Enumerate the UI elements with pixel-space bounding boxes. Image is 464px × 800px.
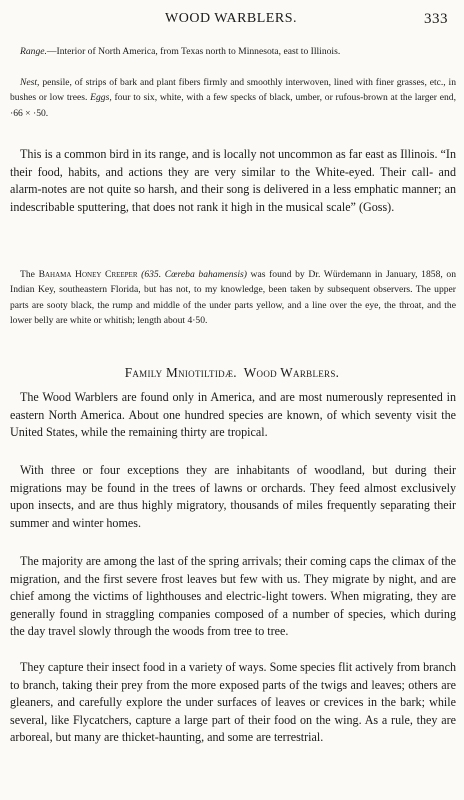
nest-paragraph <box>10 75 456 121</box>
range-text: —Interior of North America, from Texas north to Minnesota, east to Illinois. <box>46 46 341 57</box>
page-number: 333 <box>424 11 448 27</box>
warbler-paragraph-1 <box>10 389 456 442</box>
nest-text-b: four to six, white, with a few specks of black, umber, or rufous-brown at the larger end, ·66 × ·50. <box>10 92 456 119</box>
warbler-paragraph-3 <box>10 553 456 641</box>
honey-creeper-scientific: (635. Cœreba bahamensis) <box>137 269 247 280</box>
warbler-text-4: They capture their insect food in a variety of ways. Some species flit actively from branch to branch, taking their prey from the more exposed parts of the twigs and leaves; others are gleaners, and carefully explore the under surfaces of leaves or crevices in the bark; while several, like Flycatchers, capture a large part of their food on the wing. As a rule, they are arboreal, but many are thicket-haunting, and some are terrestrial. <box>10 660 456 745</box>
running-title: WOOD WARBLERS. <box>165 11 297 26</box>
honey-creeper-paragraph <box>10 267 456 328</box>
warbler-text-3: The majority are among the last of the spring arrivals; their coming caps the climax of the migration, and the first severe frost leaves but few with us. They migrate by night, and are chief among the victims of lighthouses and electric-light towers. When migrating, they are generally found in straggling companies composed of a number of species, which during the day travel slowly through the woods from tree to tree. <box>10 554 456 639</box>
honey-name-prefix: The <box>20 269 39 280</box>
family-common-name: Wood Warblers. <box>236 365 340 380</box>
honey-creeper-text: was found by Dr. Würdemann in January, 1858, on Indian Key, southeastern Florida, but has not, to my knowledge, been taken by subsequent observers. The upper parts are sooty black, the rump and middle of the under parts yellow, and a line over the eye, the throat, and the lower belly are white or whitish; length about 4·50. <box>10 269 456 326</box>
family-label: Family Mniotiltidæ. <box>124 365 237 380</box>
eggs-label: Eggs, <box>90 92 112 104</box>
species-account-paragraph <box>10 146 456 216</box>
warbler-paragraph-2 <box>10 462 456 532</box>
warbler-text-1: The Wood Warblers are found only in America, and are most numerously represented in eastern North America. About one hundred species are known, of which seventy visit the United States, while the remaining thirty are tropical. <box>10 390 456 440</box>
family-heading <box>0 365 464 381</box>
honey-creeper-name: Bahama Honey Creeper <box>38 269 138 280</box>
nest-label: Nest, <box>20 77 40 88</box>
species-account-text: This is a common bird in its range, and is locally not uncommon as far east as Illinois. “In their food, habits, and actions they are very similar to the White-eyed. Their call- and alarm-notes are not quite so harsh, and their song is delivered in a less emphatic manner; an indescribable sputtering, that does not rank it high in the musical scale” (Goss). <box>10 147 456 214</box>
warbler-paragraph-4 <box>10 659 456 747</box>
page-header <box>14 11 448 29</box>
nest-text-a: pensile, of strips of bark and plant fibers firmly and smoothly interwoven, lined with finer grasses, etc., in bushes or low trees. <box>10 77 456 104</box>
range-label: Range. <box>20 46 47 57</box>
warbler-text-2: With three or four exceptions they are inhabitants of woodland, but during their migrations may be found in the trees of lawns or orchards. They feed almost exclusively upon insects, and are thus highly migratory, thousands of miles frequently separating their summer and winter homes. <box>10 463 456 530</box>
range-paragraph <box>10 44 456 59</box>
